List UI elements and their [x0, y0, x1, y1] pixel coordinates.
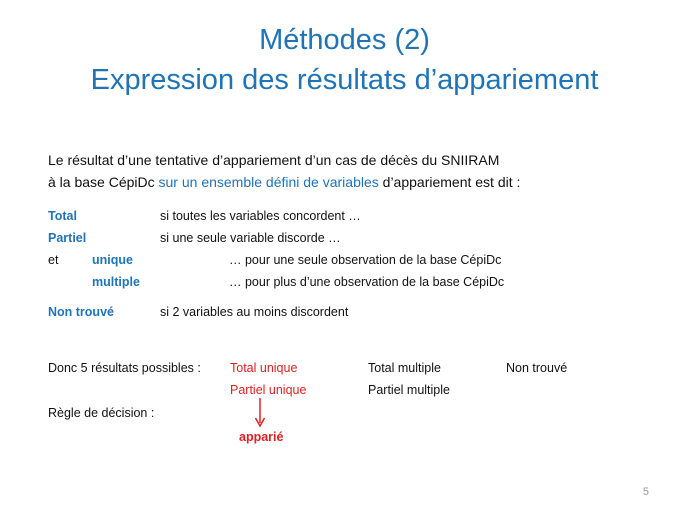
slide-title-line1: Méthodes (2) — [259, 24, 430, 56]
intro-line2 — [48, 173, 520, 191]
intro-line1: Le résultat d’une tentative d’appariement d’un cas de décès du SNIIRAM — [48, 152, 500, 168]
def-non-trouve-text: si 2 variables au moins discordent — [160, 305, 349, 319]
intro-highlight: sur un ensemble défini de variables — [158, 174, 379, 190]
def-partiel-text: si une seule variable discorde … — [160, 231, 341, 245]
result-partiel-multiple: Partiel multiple — [368, 383, 450, 397]
def-total-label: Total — [48, 209, 77, 223]
down-arrow-icon — [254, 398, 266, 428]
def-unique-text: … pour une seule observation de la base CépiDc — [229, 253, 502, 267]
def-unique-label: unique — [92, 253, 133, 267]
def-multiple-text: … pour plus d’une observation de la base CépiDc — [229, 275, 505, 289]
intro-line2-end: d’appariement est dit : — [378, 174, 521, 190]
result-total-multiple: Total multiple — [368, 361, 441, 375]
def-et-label: et — [48, 253, 59, 267]
result-total-unique: Total unique — [230, 361, 298, 375]
def-total-text: si toutes les variables concordent … — [160, 209, 361, 223]
decision-outcome: apparié — [239, 430, 284, 444]
def-multiple-label: multiple — [92, 275, 140, 289]
results-label: Donc 5 résultats possibles : — [48, 361, 201, 375]
decision-label: Règle de décision : — [48, 406, 155, 420]
result-partiel-unique: Partiel unique — [230, 383, 307, 397]
result-non-trouve: Non trouvé — [506, 361, 568, 375]
intro-line2-start: à la base CépiDc — [48, 174, 159, 190]
page-number: 5 — [642, 486, 649, 498]
def-non-trouve-label: Non trouvé — [48, 305, 114, 319]
def-partiel-label: Partiel — [48, 231, 87, 245]
slide-title-line2: Expression des résultats d’appariement — [90, 64, 599, 96]
